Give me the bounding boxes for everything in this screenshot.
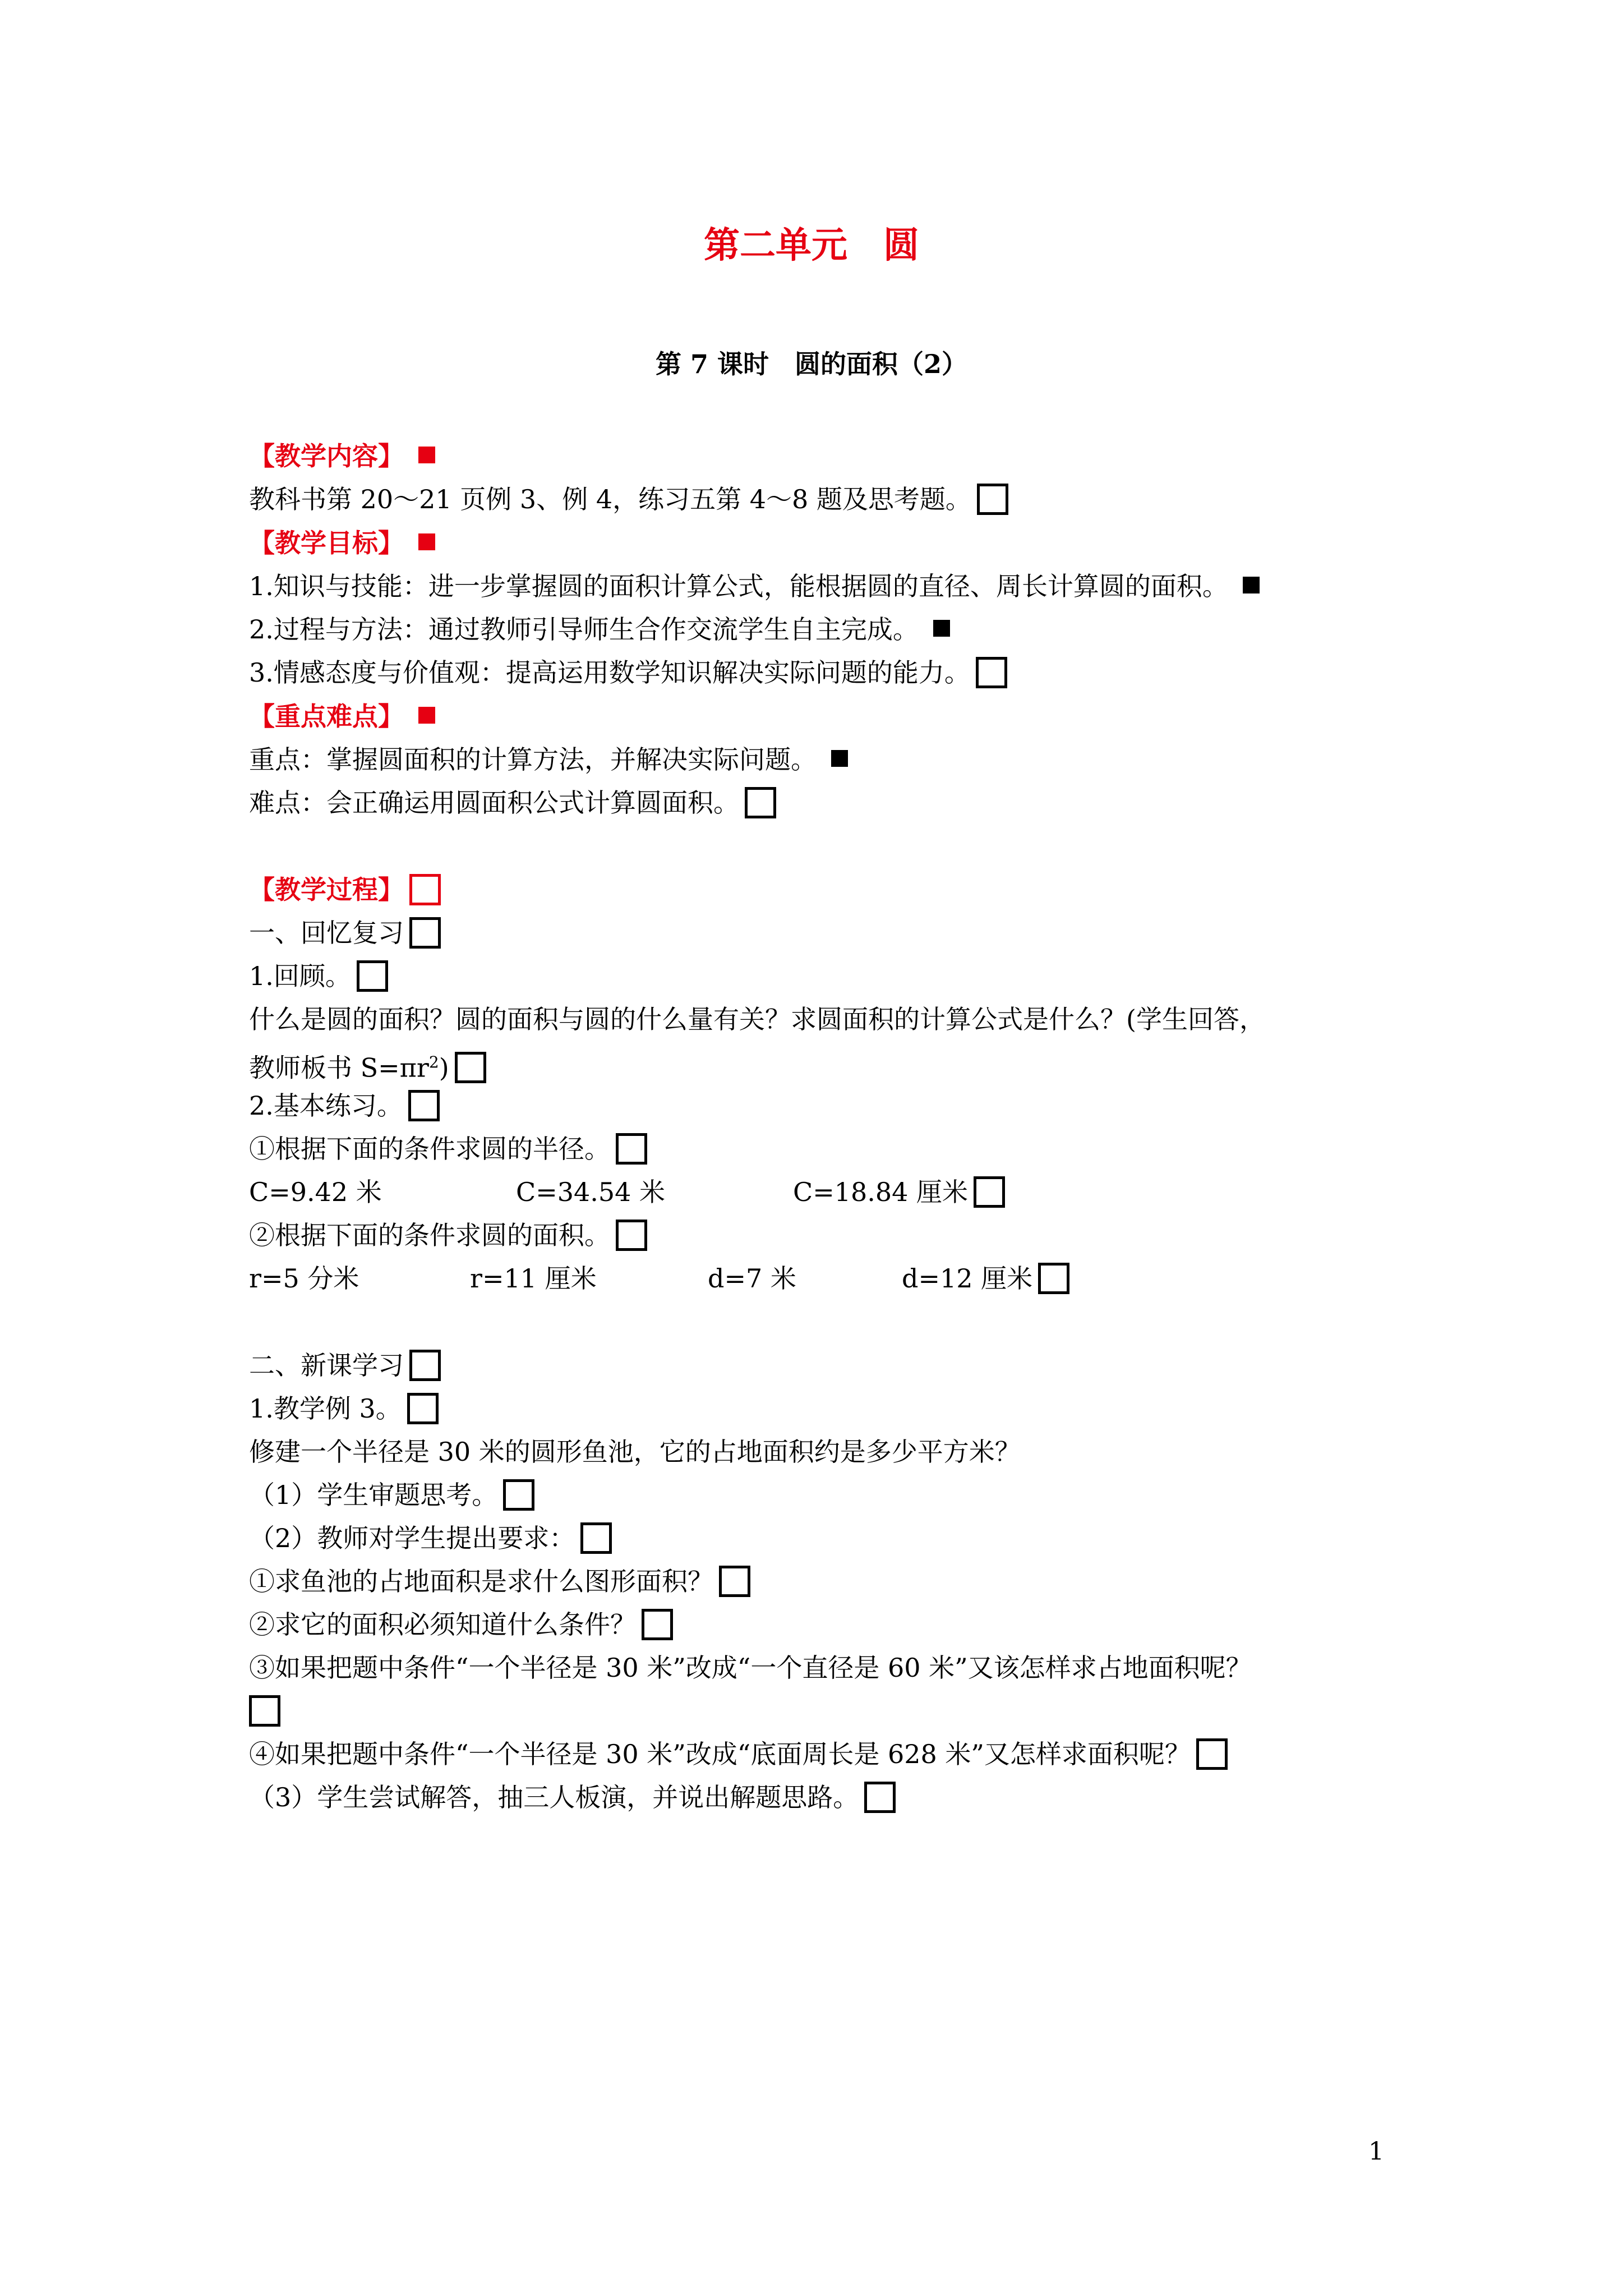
checkbox-icon[interactable] [616,1133,647,1165]
question-1-text: ①求鱼池的占地面积是求什么图形面积？ [249,1566,713,1596]
question-2-text: ②求它的面积必须知道什么条件？ [249,1609,636,1640]
difficulty-line [249,785,776,821]
checkbox-icon[interactable] [616,1220,647,1251]
checkbox-icon[interactable] [580,1522,612,1554]
exercise-1-value: C=34.54 米 [516,1177,666,1207]
exercise-1-value: C=9.42 米 [249,1177,382,1207]
review-item-1: 1.回顾。 [249,961,351,991]
content-line [249,482,1008,517]
review-heading: 一、回忆复习 [249,918,404,948]
goal-1-text: 1.知识与技能：进一步掌握圆的面积计算公式，能根据圆的直径、周长计算圆的面积。 [249,571,1228,601]
exercise-2-value: d=12 厘米 [902,1263,1033,1294]
difficulty-text: 难点：会正确运用圆面积公式计算圆面积。 [249,788,739,818]
review-question-line-2 [249,1045,486,1085]
review-question-line-1 [249,1002,1265,1037]
exercise-2-value: r=5 分米 [249,1263,359,1294]
new-lesson-item-1-line [249,1391,439,1427]
review-question-text-1: 什么是圆的面积？圆的面积与圆的什么量有关？求圆面积的计算公式是什么？(学生回答， [249,1004,1265,1034]
new-lesson-heading-line [249,1348,441,1383]
key-point-line [249,742,848,777]
question-3-text: ③如果把题中条件“一个半径是 30 米”改成“一个直径是 60 米”又该怎样求占地面积呢？ [249,1653,1252,1683]
process-heading-line [249,872,441,908]
review-heading-line [249,915,441,951]
process-heading: 【教学过程】 [249,875,404,905]
content-heading: 【教学内容】 [249,441,404,471]
new-lesson-heading: 二、新课学习 [249,1350,404,1381]
checkbox-icon[interactable] [408,1090,440,1121]
checkbox-icon[interactable] [719,1566,750,1597]
page-number: 1 [1368,2137,1384,2166]
question-4-line [249,1737,1228,1772]
unit-title: 第二单元 圆 [704,224,919,266]
goal-2-text: 2.过程与方法：通过教师引导师生合作交流学生自主完成。 [249,614,919,645]
checkbox-icon[interactable] [974,1176,1005,1208]
content-heading-line [249,439,435,473]
key-heading-line [249,699,435,734]
question-1-line [249,1564,750,1599]
exercise-1-text: ①根据下面的条件求圆的半径。 [249,1134,610,1164]
goals-heading: 【教学目标】 [249,528,404,558]
step-1-text: （1）学生审题思考。 [249,1480,498,1510]
formula-exponent: 2 [428,1053,439,1071]
checkbox-icon[interactable] [409,917,441,949]
checkbox-icon[interactable] [409,1350,441,1381]
checkbox-icon[interactable] [249,1695,280,1727]
step-3-line [249,1780,896,1815]
exercise-2-value: d=7 米 [708,1263,796,1294]
checkbox-icon[interactable] [745,787,776,818]
goal-2-line [249,612,950,647]
step-3-text: （3）学生尝试解答，抽三人板演，并说出解题思路。 [249,1782,859,1812]
checkbox-icon[interactable] [407,1393,439,1424]
goal-3-text: 3.情感态度与价值观：提高运用数学知识解决实际问题的能力。 [249,657,970,688]
question-4-text: ④如果把题中条件“一个半径是 30 米”改成“底面周长是 628 米”又怎样求面积呢？ [249,1739,1191,1769]
problem-line [249,1434,1021,1469]
content-text: 教科书第 20～21 页例 3、例 4，练习五第 4～8 题及思考题。 [249,484,971,514]
checkbox-icon[interactable] [977,484,1008,515]
red-square-marker [418,447,435,463]
red-checkbox-icon[interactable] [409,874,441,905]
review-item-2: 2.基本练习。 [249,1091,403,1121]
step-1-line [249,1478,534,1513]
goals-heading-line [249,526,435,560]
question-3-line [249,1650,1252,1685]
problem-text: 修建一个半径是 30 米的圆形鱼池，它的占地面积约是多少平方米？ [249,1437,1021,1467]
red-square-marker [418,533,435,550]
checkbox-icon[interactable] [1196,1738,1228,1770]
checkbox-icon[interactable] [642,1609,673,1640]
checkbox-icon[interactable] [503,1479,534,1511]
exercise-2-values-line [249,1261,1069,1296]
exercise-1-value: C=18.84 厘米 [793,1177,969,1207]
step-2-text: （2）教师对学生提出要求： [249,1523,575,1553]
checkbox-icon[interactable] [864,1782,896,1813]
question-2-line [249,1607,673,1642]
exercise-2-text: ②根据下面的条件求圆的面积。 [249,1220,610,1250]
checkbox-icon[interactable] [976,657,1007,688]
exercise-1-values-line [249,1175,1005,1210]
goal-3-line [249,655,1007,691]
exercise-2-line [249,1218,647,1253]
formula-text: 教师板书 S=πr [249,1052,429,1083]
square-marker [831,750,848,767]
square-marker [933,620,950,637]
goal-1-line [249,569,1260,604]
formula-close: ) [439,1052,449,1083]
checkbox-icon[interactable] [455,1052,486,1083]
lesson-subtitle: 第 7 课时 圆的面积（2） [655,349,968,379]
square-marker [1243,577,1260,593]
checkbox-icon[interactable] [1038,1263,1069,1294]
key-heading: 【重点难点】 [249,701,404,731]
step-2-line [249,1521,612,1556]
red-square-marker [418,707,435,724]
review-item-2-line [249,1088,440,1124]
new-lesson-item-1: 1.教学例 3。 [249,1393,402,1424]
exercise-1-line [249,1131,647,1167]
exercise-2-value: r=11 厘米 [470,1263,597,1294]
question-3-box-line [249,1694,280,1729]
review-item-1-line [249,959,388,994]
checkbox-icon[interactable] [357,960,388,992]
key-point-text: 重点：掌握圆面积的计算方法，并解决实际问题。 [249,744,817,775]
